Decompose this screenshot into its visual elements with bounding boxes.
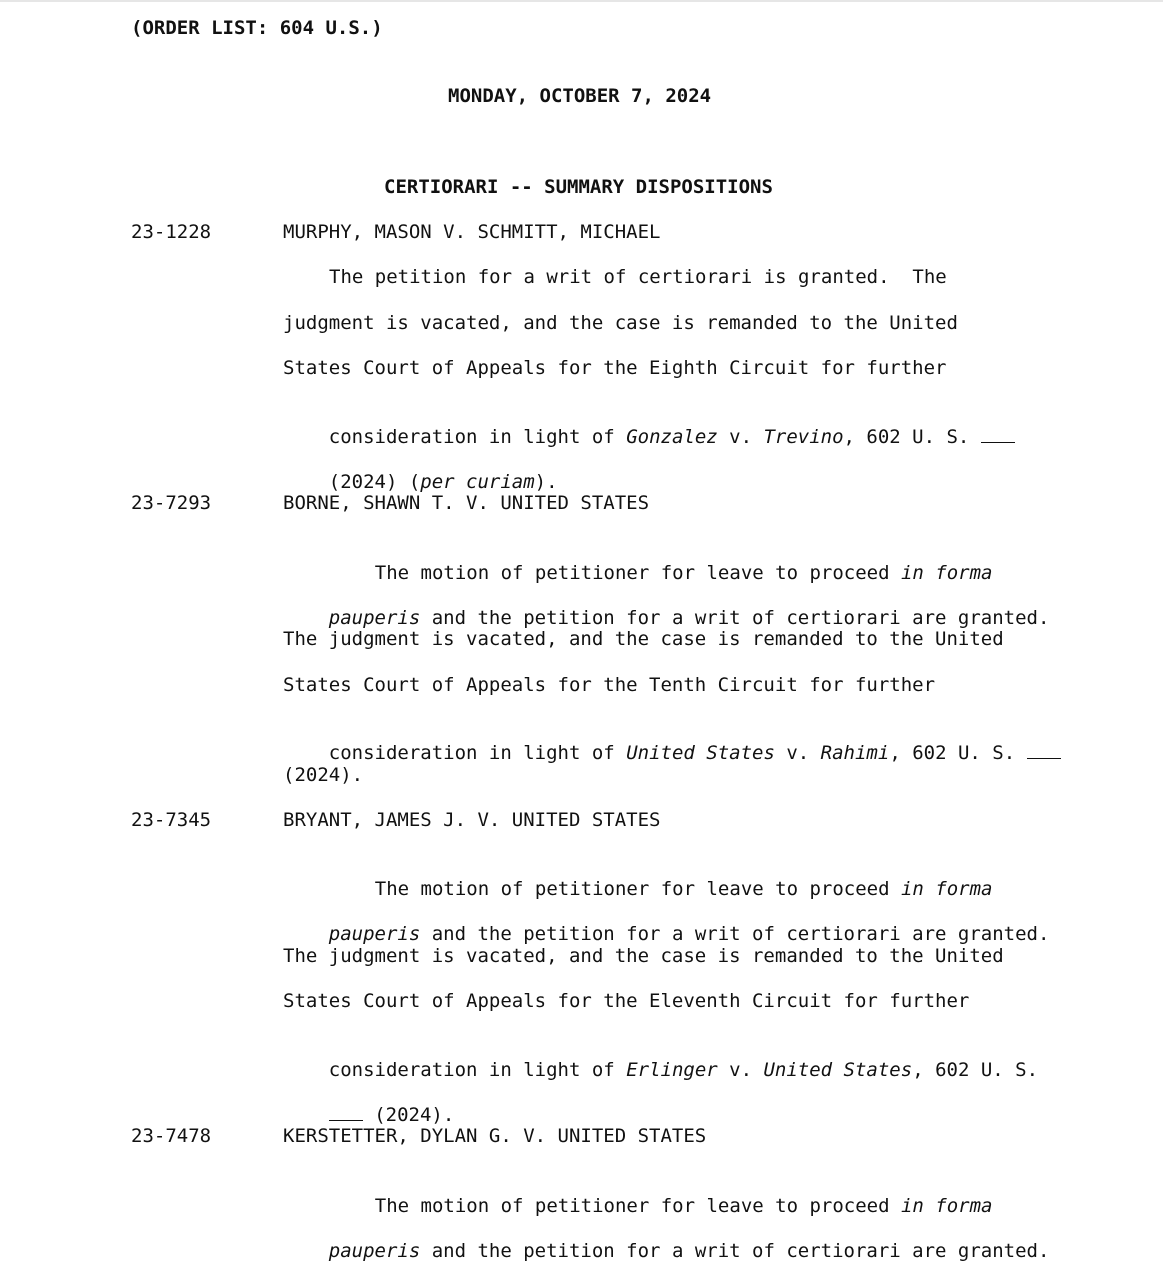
disposition-line: The judgment is vacated, and the case is remanded to the United bbox=[283, 945, 1004, 967]
text: consideration in light of bbox=[328, 742, 627, 764]
case-name-italic: Erlinger bbox=[626, 1059, 718, 1081]
text: consideration in light of bbox=[328, 1059, 627, 1081]
disposition-line: The petition for a writ of certiorari is granted. The bbox=[329, 266, 947, 288]
disposition-line bbox=[283, 898, 1050, 945]
text: v. bbox=[717, 1059, 764, 1081]
docket-number: 23-7345 bbox=[131, 809, 212, 831]
text: The motion of petitioner for leave to proceed bbox=[374, 1195, 901, 1217]
order-date: MONDAY, OCTOBER 7, 2024 bbox=[448, 85, 712, 107]
latin-italic: pauperis bbox=[328, 1240, 421, 1262]
citation-blank-line bbox=[1027, 744, 1061, 759]
disposition-line: States Court of Appeals for the Eighth Circuit for further bbox=[283, 357, 947, 379]
disposition-line bbox=[283, 1215, 1050, 1262]
text: (2024). bbox=[362, 1104, 455, 1126]
disposition-line bbox=[329, 853, 993, 900]
disposition-line: The judgment is vacated, and the case is remanded to the United bbox=[283, 628, 1004, 650]
disposition-line bbox=[283, 446, 558, 493]
citation: , 602 U. S. bbox=[889, 742, 1027, 764]
latin-italic: per curiam bbox=[420, 471, 535, 493]
text: ). bbox=[534, 471, 558, 493]
case-caption: BRYANT, JAMES J. V. UNITED STATES bbox=[283, 809, 661, 831]
docket-number: 23-7293 bbox=[131, 492, 212, 514]
case-caption: BORNE, SHAWN T. V. UNITED STATES bbox=[283, 492, 650, 514]
case-caption: MURPHY, MASON V. SCHMITT, MICHAEL bbox=[283, 221, 661, 243]
page-top-border bbox=[0, 0, 1163, 2]
text: The motion of petitioner for leave to proceed bbox=[374, 878, 901, 900]
disposition-line bbox=[283, 582, 1050, 629]
citation: , 602 U. S. bbox=[912, 1059, 1039, 1081]
disposition-line bbox=[329, 1170, 993, 1217]
docket-number: 23-1228 bbox=[131, 221, 212, 243]
case-name-italic: United States bbox=[763, 1059, 913, 1081]
citation-blank-line bbox=[329, 1106, 363, 1121]
text: and the petition for a writ of certiorari are granted. bbox=[420, 607, 1050, 629]
latin-italic: in forma bbox=[900, 1195, 993, 1217]
disposition-line: (2024). bbox=[283, 764, 364, 786]
text: and the petition for a writ of certiorari are granted. bbox=[420, 1240, 1050, 1262]
latin-italic: pauperis bbox=[328, 923, 421, 945]
text: v. bbox=[717, 426, 764, 448]
disposition-line bbox=[283, 401, 1015, 448]
citation-blank-line bbox=[981, 428, 1015, 443]
order-list-heading: (ORDER LIST: 604 U.S.) bbox=[131, 17, 383, 39]
disposition-line bbox=[329, 537, 993, 584]
text: consideration in light of bbox=[328, 426, 627, 448]
docket-number: 23-7478 bbox=[131, 1125, 212, 1147]
disposition-line: judgment is vacated, and the case is remanded to the United bbox=[283, 312, 958, 334]
text: v. bbox=[774, 742, 821, 764]
text: (2024) ( bbox=[328, 471, 421, 493]
disposition-line: States Court of Appeals for the Tenth Circuit for further bbox=[283, 674, 936, 696]
latin-italic: in forma bbox=[900, 562, 993, 584]
case-name-italic: Gonzalez bbox=[626, 426, 718, 448]
disposition-line bbox=[283, 717, 1061, 764]
section-title: CERTIORARI -- SUMMARY DISPOSITIONS bbox=[384, 176, 773, 198]
case-name-italic: Rahimi bbox=[820, 742, 890, 764]
disposition-line bbox=[283, 1034, 1039, 1081]
case-name-italic: United States bbox=[626, 742, 775, 764]
latin-italic: pauperis bbox=[328, 607, 421, 629]
citation: , 602 U. S. bbox=[843, 426, 981, 448]
disposition-line: States Court of Appeals for the Eleventh Circuit for further bbox=[283, 990, 970, 1012]
text: The motion of petitioner for leave to proceed bbox=[374, 562, 901, 584]
text: and the petition for a writ of certiorari are granted. bbox=[420, 923, 1050, 945]
case-name-italic: Trevino bbox=[763, 426, 844, 448]
case-caption: KERSTETTER, DYLAN G. V. UNITED STATES bbox=[283, 1125, 707, 1147]
disposition-line bbox=[283, 1079, 455, 1126]
latin-italic: in forma bbox=[900, 878, 993, 900]
